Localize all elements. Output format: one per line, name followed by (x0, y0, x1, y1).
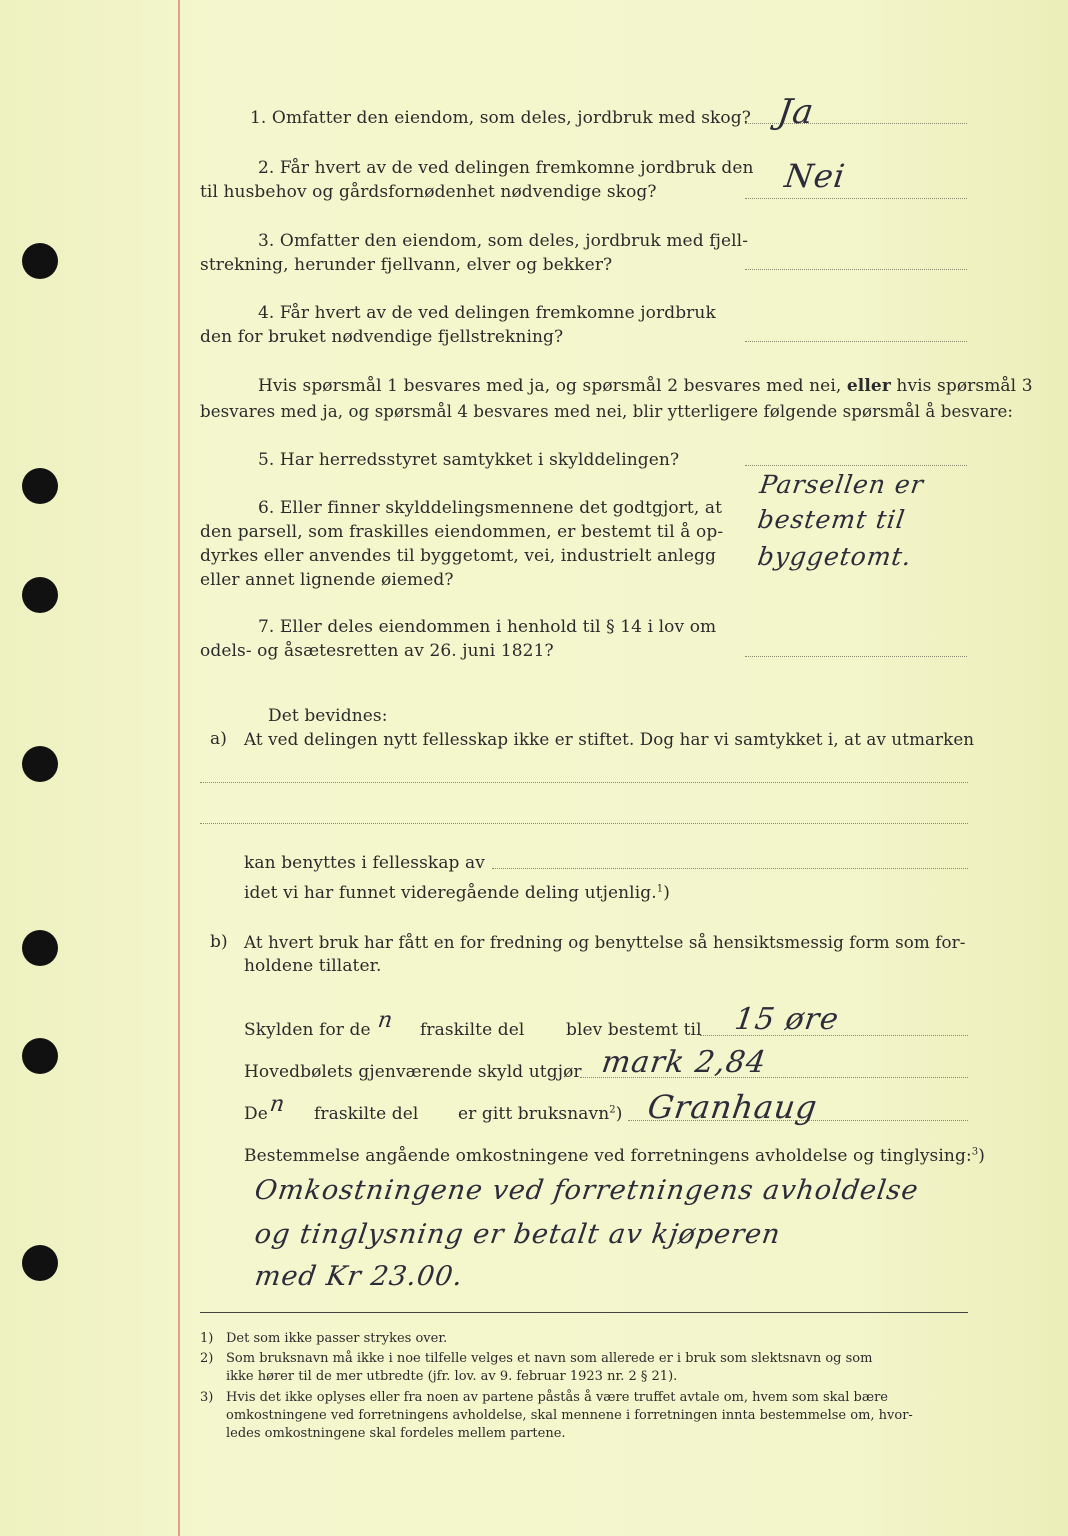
answer-line (745, 465, 967, 466)
footnote-2-mark: 2) (200, 1351, 214, 1366)
blank-line (200, 823, 968, 824)
item-b-line1: At hvert bruk har fått en for fredning og benyttelse så hensiktsmessig form som for- (244, 932, 966, 952)
skyld-line1-b: fraskilte del (420, 1020, 525, 1040)
footnote-3-line1: Hvis det ikke oplyses eller fra noen av partene påstås å være truffet avtale om, hvem som skal bære (226, 1390, 888, 1405)
question-6-line3: dyrkes eller anvendes til byggetomt, vei, industrielt anlegg (200, 546, 716, 566)
handwritten-answer-2: Nei (782, 157, 848, 195)
question-7-line1: 7. Eller deles eiendommen i henhold til § 14 i lov om (258, 617, 717, 637)
handwritten-skyld-value: 15 øre (732, 1002, 842, 1037)
item-a-label: a) (210, 729, 227, 749)
skyld-line3-a: De (244, 1104, 268, 1124)
handwritten-answer-6-line3: byggetomt. (755, 542, 914, 571)
answer-line (745, 198, 967, 199)
question-5: 5. Har herredsstyret samtykket i skylddelingen? (258, 450, 680, 470)
answer-line (745, 656, 967, 657)
idet-text: idet vi har funnet videregående deling utjenlig.$^1$) (244, 883, 670, 903)
blank-line (200, 782, 968, 783)
punch-hole (22, 243, 58, 279)
punch-hole (22, 746, 58, 782)
handwritten-omkostninger-line3: med Kr 23.00. (252, 1261, 466, 1292)
question-2-line1: 2. Får hvert av de ved delingen fremkomne jordbruk den (258, 158, 754, 178)
question-3-line2: strekning, herunder fjellvann, elver og bekker? (200, 255, 613, 275)
footnote-3-line2: omkostningene ved forretningens avholdelse, skal mennene i forretningen innta bestemmelse om, hvor- (226, 1408, 913, 1423)
punch-hole (22, 1038, 58, 1074)
handwritten-skyld-suffix: n (376, 1008, 395, 1033)
handwritten-omkostninger-line2: og tinglysning er betalt av kjøperen (252, 1219, 783, 1250)
margin-line (178, 0, 180, 1536)
bevidnes-heading: Det bevidnes: (268, 706, 388, 726)
footnote-1: Det som ikke passer strykes over. (226, 1331, 448, 1346)
question-7-line2: odels- og åsætesretten av 26. juni 1821? (200, 641, 554, 661)
item-b-label: b) (210, 932, 228, 952)
skyld-line1-c: blev bestemt til (566, 1020, 702, 1040)
handwritten-answer-6-line2: bestemt til (755, 505, 908, 534)
handwritten-skyld-remaining: mark 2,84 (599, 1045, 769, 1080)
handwritten-bruksnavn: Granhaug (645, 1088, 820, 1126)
question-4-line2: den for bruket nødvendige fjellstrekning? (200, 327, 564, 347)
question-6-line2: den parsell, som fraskilles eiendommen, er bestemt til å op- (200, 522, 724, 542)
answer-line (745, 269, 967, 270)
kan-benyttes-text: kan benyttes i fellesskap av (244, 853, 485, 873)
question-6-line1: 6. Eller finner skylddelingsmennene det godtgjort, at (258, 498, 723, 518)
footnote-2-line1: Som bruksnavn må ikke i noe tilfelle velges et navn som allerede er i bruk som slektsnavn og som (226, 1351, 873, 1366)
punch-hole (22, 1245, 58, 1281)
footnote-3-mark: 3) (200, 1390, 214, 1405)
handwritten-answer-1: Ja (775, 92, 817, 132)
question-4-line1: 4. Får hvert av de ved delingen fremkomne jordbruk (258, 303, 716, 323)
punch-hole (22, 468, 58, 504)
skyld-line1-a: Skylden for de (244, 1020, 371, 1040)
footnote-3-line3: ledes omkostningene skal fordeles mellem partene. (226, 1426, 566, 1441)
blank-line (492, 868, 968, 869)
intro-line2: besvares med ja, og spørsmål 4 besvares med nei, blir ytterligere følgende spørsmål å besvare: (200, 402, 1014, 421)
answer-line (745, 341, 967, 342)
item-a-text: At ved delingen nytt fellesskap ikke er stiftet. Dog har vi samtykket i, at av utmarken (244, 729, 975, 749)
question-1: 1. Omfatter den eiendom, som deles, jordbruk med skog? (250, 108, 751, 128)
footnote-1-mark: 1) (200, 1331, 214, 1346)
handwritten-omkostninger-line1: Omkostningene ved forretningens avholdelse (252, 1175, 921, 1206)
footnote-separator (200, 1312, 968, 1313)
skyld-line3-b: fraskilte del (314, 1104, 419, 1124)
skyld-line2: Hovedbølets gjenværende skyld utgjør (244, 1062, 582, 1082)
question-3-line1: 3. Omfatter den eiendom, som deles, jordbruk med fjell- (258, 231, 749, 251)
skyld-line3-c: er gitt bruksnavn$^2$) (458, 1104, 623, 1124)
footnote-2-line2: ikke hører til de mer utbredte (jfr. lov. av 9. februar 1923 nr. 2 § 21). (226, 1369, 678, 1384)
omkostninger-label: Bestemmelse angående omkostningene ved forretningens avholdelse og tinglysing:$^3$) (244, 1146, 985, 1166)
intro-line1: Hvis spørsmål 1 besvares med ja, og spørsmål 2 besvares med nei, eller hvis spørsmål 3 (258, 376, 1033, 396)
question-6-line4: eller annet lignende øiemed? (200, 570, 454, 590)
handwritten-answer-6-line1: Parsellen er (757, 470, 926, 499)
punch-hole (22, 577, 58, 613)
question-2-line2: til husbehov og gårdsfornødenhet nødvendige skog? (200, 182, 657, 202)
punch-hole (22, 930, 58, 966)
item-b-line2: holdene tillater. (244, 956, 382, 976)
handwritten-de-suffix: n (268, 1092, 287, 1117)
